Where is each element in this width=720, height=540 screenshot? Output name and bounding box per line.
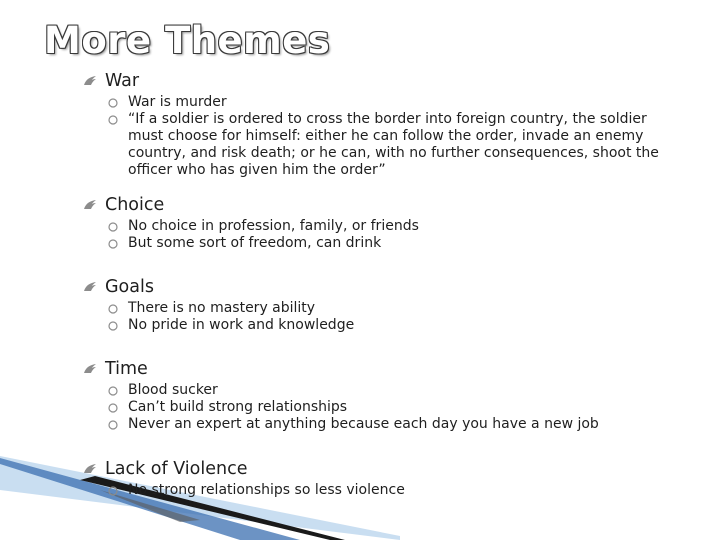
topic-time [0, 358, 720, 433]
topic-lack-of-violence [0, 458, 720, 499]
subitem-list [0, 482, 720, 499]
circle-bullet-icon [108, 420, 118, 430]
list-item-text: But some sort of freedom, can drink [128, 235, 382, 251]
topic-heading [0, 70, 720, 92]
circle-bullet-icon [108, 403, 118, 413]
topic-heading [0, 458, 720, 480]
list-item-text: “If a soldier is ordered to cross the border into foreign country, the soldier must choose for himself: either he can follow the order, invade an enemy country, and risk death; or he can, with no further consequences, shoot the officer who has given him the order” [128, 111, 659, 178]
topic-heading [0, 358, 720, 380]
list-item [0, 317, 720, 334]
topic-label: Goals [105, 277, 154, 297]
wing-bullet-icon [84, 76, 96, 86]
list-item [0, 382, 720, 399]
list-item-text: War is murder [128, 94, 227, 110]
wing-bullet-icon [84, 464, 96, 474]
circle-bullet-icon [108, 386, 118, 396]
list-item-text: No choice in profession, family, or friends [128, 218, 419, 234]
list-item-text: No strong relationships so less violence [128, 482, 405, 498]
subitem-list [0, 218, 720, 252]
list-item [0, 399, 720, 416]
list-item-text: Never an expert at anything because each day you have a new job [128, 416, 599, 432]
list-item [0, 482, 720, 499]
circle-bullet-icon [108, 239, 118, 249]
list-item-text: Blood sucker [128, 382, 218, 398]
circle-bullet-icon [108, 222, 118, 232]
topic-heading [0, 194, 720, 216]
list-item [0, 111, 720, 179]
circle-bullet-icon [108, 115, 118, 125]
list-item-text: No pride in work and knowledge [128, 317, 355, 333]
topic-war [0, 70, 720, 179]
list-item [0, 300, 720, 317]
topic-choice [0, 194, 720, 252]
list-item [0, 235, 720, 252]
topic-label: Choice [105, 195, 165, 215]
subitem-list [0, 382, 720, 433]
list-item-text: There is no mastery ability [128, 300, 316, 316]
wing-bullet-icon [84, 282, 96, 292]
topic-label: Lack of Violence [105, 459, 248, 479]
topic-goals [0, 276, 720, 334]
circle-bullet-icon [108, 304, 118, 314]
topic-label: War [105, 71, 140, 91]
topic-label: Time [105, 359, 148, 379]
subitem-list [0, 300, 720, 334]
list-item [0, 218, 720, 235]
circle-bullet-icon [108, 98, 118, 108]
slide-title: More Themes [44, 19, 331, 62]
list-item-text: Can’t build strong relationships [128, 399, 348, 415]
wing-bullet-icon [84, 200, 96, 210]
circle-bullet-icon [108, 321, 118, 331]
list-item [0, 94, 720, 111]
subitem-list [0, 94, 720, 179]
circle-bullet-icon [108, 486, 118, 496]
list-item [0, 416, 720, 433]
topic-heading [0, 276, 720, 298]
wing-bullet-icon [84, 364, 96, 374]
